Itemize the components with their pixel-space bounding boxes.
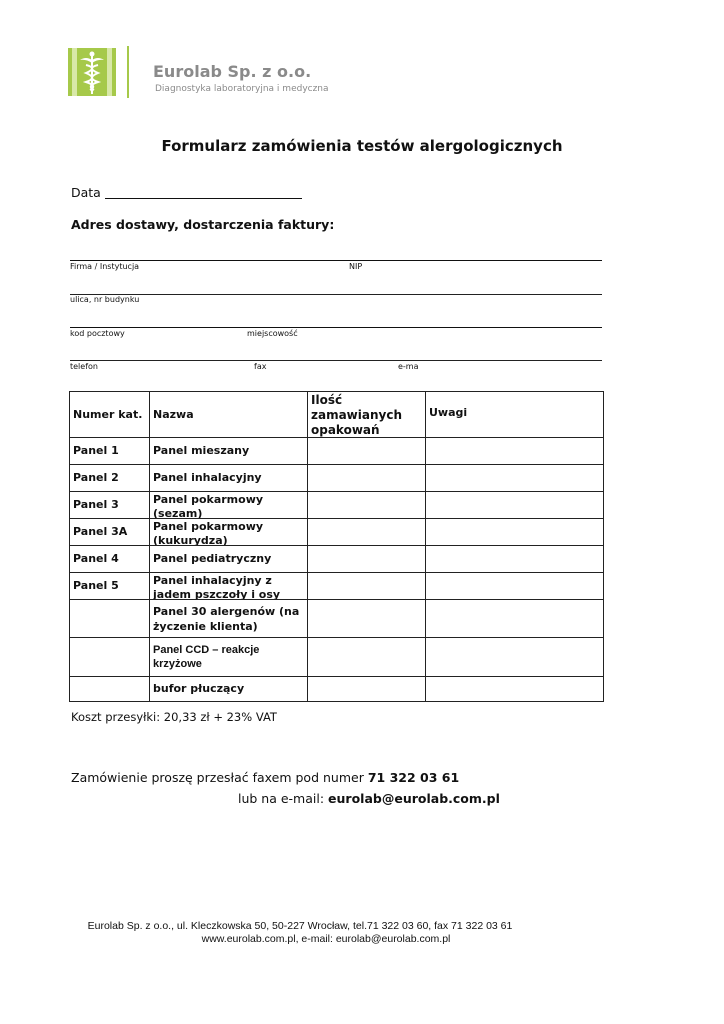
logo-divider bbox=[127, 46, 129, 98]
phone-label: telefon bbox=[70, 362, 98, 371]
form-title: Formularz zamówienia testów alergologicznych bbox=[161, 137, 563, 155]
company-name: Eurolab Sp. z o.o. bbox=[153, 62, 312, 81]
product-name: Panel pediatryczny bbox=[150, 546, 308, 573]
table-row bbox=[70, 573, 604, 600]
caduceus-icon bbox=[68, 48, 116, 96]
quantity-cell[interactable] bbox=[308, 573, 426, 600]
table-row bbox=[70, 465, 604, 492]
quantity-cell[interactable] bbox=[308, 546, 426, 573]
postal-code-label: kod pocztowy bbox=[70, 329, 125, 338]
order-fax-number: 71 322 03 61 bbox=[367, 770, 460, 785]
catalog-number: Panel 5 bbox=[70, 573, 150, 600]
city-label: miejscowość bbox=[247, 329, 298, 338]
address-heading: Adres dostawy, dostarczenia faktury: bbox=[71, 217, 335, 232]
catalog-number: Panel 4 bbox=[70, 546, 150, 573]
product-name: Panel CCD – reakcje krzyżowe bbox=[150, 638, 308, 677]
quantity-cell[interactable] bbox=[308, 492, 426, 519]
product-name-text: Panel pokarmowy (kukurydza) bbox=[153, 519, 264, 545]
header-name: Nazwa bbox=[150, 392, 308, 438]
postal-city-field[interactable] bbox=[70, 327, 602, 328]
table-row bbox=[70, 492, 604, 519]
table-row bbox=[70, 519, 604, 546]
product-name bbox=[150, 492, 308, 519]
product-name-text: Panel pokarmowy (sezam) bbox=[153, 492, 264, 518]
header-quantity-label: Ilość zamawianych opakowań bbox=[311, 392, 403, 437]
catalog-number bbox=[70, 677, 150, 702]
catalog-number: Panel 1 bbox=[70, 438, 150, 465]
date-label: Data bbox=[71, 185, 101, 200]
product-name: bufor płuczący bbox=[150, 677, 308, 702]
fax-label: fax bbox=[254, 362, 267, 371]
catalog-number bbox=[70, 638, 150, 677]
order-fax-text: Zamówienie proszę przesłać faxem pod numer bbox=[71, 770, 364, 785]
product-name-text: Panel inhalacyjny z jadem pszczoły i osy bbox=[153, 573, 281, 599]
order-table bbox=[69, 391, 604, 702]
notes-cell[interactable] bbox=[426, 600, 604, 638]
street-field[interactable] bbox=[70, 294, 602, 295]
nip-field-label: NIP bbox=[349, 262, 363, 271]
table-row bbox=[70, 600, 604, 638]
company-subtitle: Diagnostyka laboratoryjna i medyczna bbox=[155, 84, 329, 94]
shipping-cost: Koszt przesyłki: 20,33 zł + 23% VAT bbox=[71, 710, 277, 724]
notes-cell[interactable] bbox=[426, 573, 604, 600]
quantity-cell[interactable] bbox=[308, 600, 426, 638]
catalog-number: Panel 2 bbox=[70, 465, 150, 492]
product-name: Panel inhalacyjny bbox=[150, 465, 308, 492]
quantity-cell[interactable] bbox=[308, 438, 426, 465]
product-name: Panel 30 alergenów (na życzenie klienta) bbox=[150, 600, 308, 638]
quantity-cell[interactable] bbox=[308, 465, 426, 492]
order-mail-text: lub na e-mail: bbox=[238, 791, 325, 806]
footer-contact: www.eurolab.com.pl, e-mail: eurolab@eurolab.com.pl bbox=[201, 933, 451, 945]
date-field[interactable] bbox=[105, 198, 302, 199]
catalog-number: Panel 3A bbox=[70, 519, 150, 546]
notes-cell[interactable] bbox=[426, 465, 604, 492]
notes-cell[interactable] bbox=[426, 519, 604, 546]
table-row bbox=[70, 438, 604, 465]
table-row bbox=[70, 638, 604, 677]
table-header-row bbox=[70, 392, 604, 438]
header-quantity bbox=[308, 392, 426, 438]
product-name bbox=[150, 573, 308, 600]
footer-address: Eurolab Sp. z o.o., ul. Kleczkowska 50, 50-227 Wrocław, tel.71 322 03 60, fax 71 322 03 61 bbox=[87, 920, 513, 932]
notes-cell[interactable] bbox=[426, 638, 604, 677]
quantity-cell[interactable] bbox=[308, 638, 426, 677]
catalog-number bbox=[70, 600, 150, 638]
order-fax-line bbox=[71, 770, 459, 785]
company-field[interactable] bbox=[70, 260, 602, 261]
product-name: Panel mieszany bbox=[150, 438, 308, 465]
order-mail-line bbox=[238, 791, 500, 806]
street-field-label: ulica, nr budynku bbox=[70, 295, 140, 304]
quantity-cell[interactable] bbox=[308, 677, 426, 702]
product-name bbox=[150, 519, 308, 546]
email-label: e-ma bbox=[398, 362, 419, 371]
header-notes: Uwagi bbox=[426, 392, 604, 438]
order-mail-address[interactable]: eurolab@eurolab.com.pl bbox=[328, 791, 500, 806]
notes-cell[interactable] bbox=[426, 677, 604, 702]
company-logo bbox=[68, 48, 116, 96]
catalog-number: Panel 3 bbox=[70, 492, 150, 519]
table-row bbox=[70, 677, 604, 702]
notes-cell[interactable] bbox=[426, 492, 604, 519]
quantity-cell[interactable] bbox=[308, 519, 426, 546]
table-row bbox=[70, 546, 604, 573]
notes-cell[interactable] bbox=[426, 546, 604, 573]
company-field-label: Firma / Instytucja bbox=[70, 262, 140, 271]
contact-field[interactable] bbox=[70, 360, 602, 361]
notes-cell[interactable] bbox=[426, 438, 604, 465]
header-catalog-number: Numer kat. bbox=[70, 392, 150, 438]
